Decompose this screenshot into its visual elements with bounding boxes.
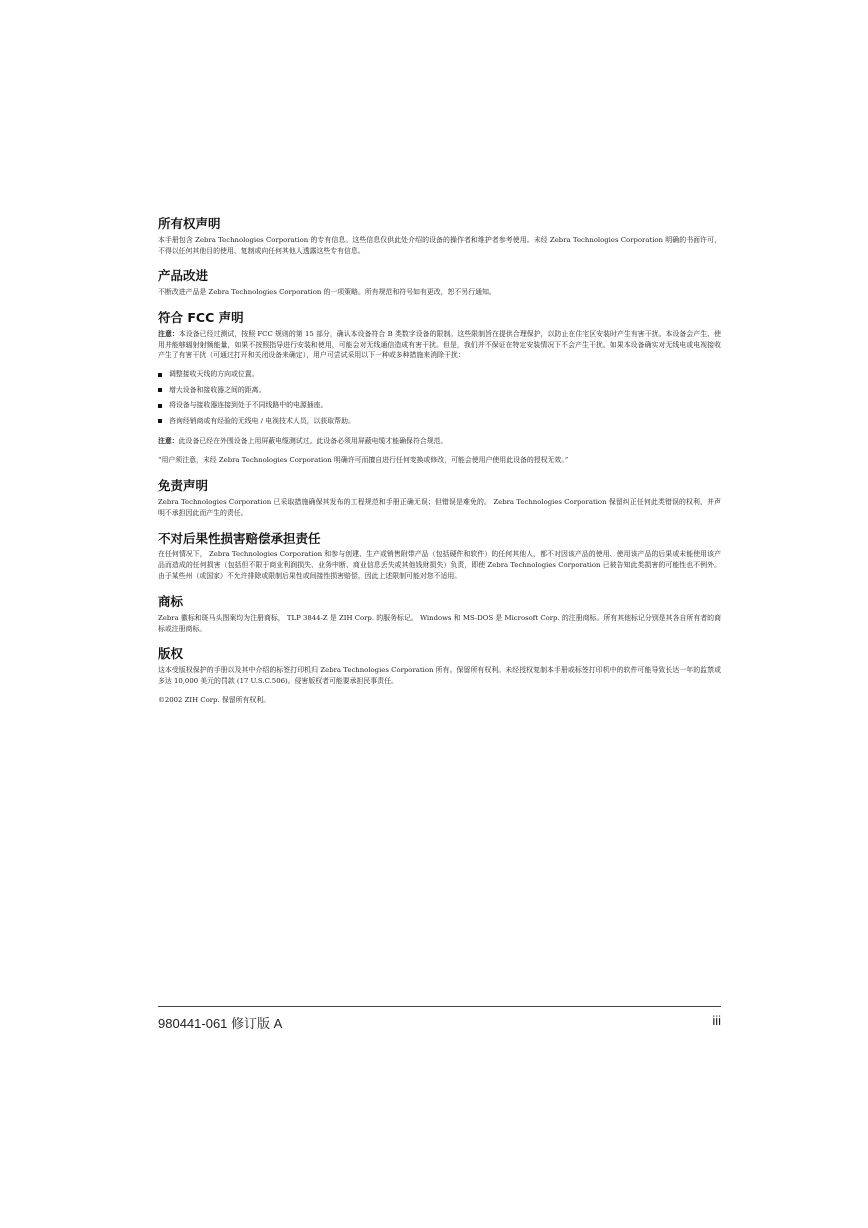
copyrights-section: [158, 646, 721, 705]
fcc-note-2: [158, 436, 721, 447]
section-title: 免责声明: [158, 478, 209, 494]
product-improvements-section: [158, 268, 721, 298]
bullet-square-icon: [158, 419, 162, 423]
bullet-square-icon: [158, 388, 162, 392]
fcc-section: [158, 310, 721, 466]
section-title: 所有权声明: [158, 216, 221, 231]
list-item: 咨询经销商或有经验的无线电 / 电视技术人员，以获取帮助。: [158, 416, 721, 427]
section-body: 不断改进产品是 Zebra Technologies Corporation 的一项策略。所有规范和符号如有更改，恕不另行通知。: [158, 288, 496, 297]
section-body: 这本受版权保护的手册以及其中介绍的标签打印机归 Zebra Technologies Corporation 所有。保留所有权利。未经授权复制本手册或标签打印机中的软件可能导致长达一年的监禁或多达 10,000 美元的罚款 (17 U.S.C.506)。侵害版权者可能要承担民事责任。: [158, 666, 721, 685]
note-body: 本设备已经过测试，按照 FCC 规则的第 15 部分，确认本设备符合 B 类数字设备的限制。这些限制旨在提供合理保护，以防止在住宅区安装时产生有害干扰。本设备会产生、使用并能够辐射射频能量，如果不按照指导进行安装和使用，可能会对无线通信造成有害干扰。但是，我们并不保证在特定安装情况下不会产生干扰。如果本设备确实对无线电或电视接收产生了有害干扰（可通过打开和关闭设备来确定），用户可尝试采用以下一种或多种措施来消除干扰：: [158, 329, 722, 360]
note-label: 注意：: [158, 437, 179, 446]
fcc-quote: “用户须注意，未经 Zebra Technologies Corporation 明确许可而擅自进行任何变换或修改，可能会使用户使用此设备的授权无效。”: [158, 456, 569, 465]
copyright-notice-section: [158, 216, 721, 256]
section-title: 不对后果性损害赔偿承担责任: [158, 530, 321, 546]
section-title: 产品改进: [158, 268, 209, 284]
list-item: 增大设备和接收器之间的距离。: [158, 385, 721, 396]
bullet-square-icon: [158, 373, 162, 377]
liability-section: [158, 478, 721, 518]
section-body: 本手册包含 Zebra Technologies Corporation 的专有信息。这些信息仅供此处介绍的设备的操作者和维护者参考使用。未经 Zebra Technologies Corporation 明确的书面许可，不得以任何其他目的使用、复制或向任何其他人透露这些专有信息。: [158, 235, 721, 255]
section-title: 版权: [158, 646, 184, 662]
document-page: [158, 216, 721, 718]
page-footer: [158, 1006, 721, 1032]
consequential-damages-section: [158, 531, 721, 582]
page-number: iii: [712, 1013, 721, 1028]
list-item: 调整接收天线的方向或位置。: [158, 369, 721, 380]
section-title: 符合 FCC 声明: [158, 309, 244, 325]
fcc-measures-list: [158, 369, 721, 426]
copyright-line: ©2002 ZIH Corp. 保留所有权利。: [158, 695, 271, 704]
fcc-note: [158, 329, 721, 362]
trademarks-section: [158, 594, 721, 634]
section-title: 商标: [158, 594, 184, 610]
bullet-square-icon: [158, 404, 162, 408]
list-item: 将设备与接收器连接到处于不同线路中的电源插座。: [158, 400, 721, 411]
note-body: 此设备已经在外围设备上用屏蔽电缆测试过。此设备必须用屏蔽电缆才能确保符合规范。: [178, 437, 448, 446]
section-body: Zebra Technologies Corporation 已采取措施确保其发布的工程规范和手册正确无误；但错误是难免的。 Zebra Technologies Corporation 保留纠正任何此类错误的权利，并声明不承担因此而产生的责任。: [158, 497, 721, 517]
section-body: Zebra 徽标和斑马头图案均为注册商标， TLP 3844-Z 是 ZIH Corp. 的服务标记。 Windows 和 MS-DOS 是 Microsoft Corp. 的注册商标。所有其他标记分别是其各自所有者的商标或注册商标。: [158, 613, 721, 633]
document-number: 980441-061 修订版 A: [158, 1016, 283, 1031]
note-label: 注意：: [158, 329, 179, 338]
section-body: 在任何情况下， Zebra Technologies Corporation 和参与创建、生产或销售附带产品（包括硬件和软件）的任何其他人，都不对因该产品的使用、使用该产品的后果或未能使用该产品而造成的任何损害（包括但不限于商业利润损失、业务中断、商业信息丢失或其他钱财损失）负责，即使 Zebra Technologies Corporation 已被告知此类损害的可能性也不例外。由于某些州（或国家）不允许排除或限制后果性或间接性损害赔偿，因此上述限制可能对您不适用。: [158, 550, 721, 581]
